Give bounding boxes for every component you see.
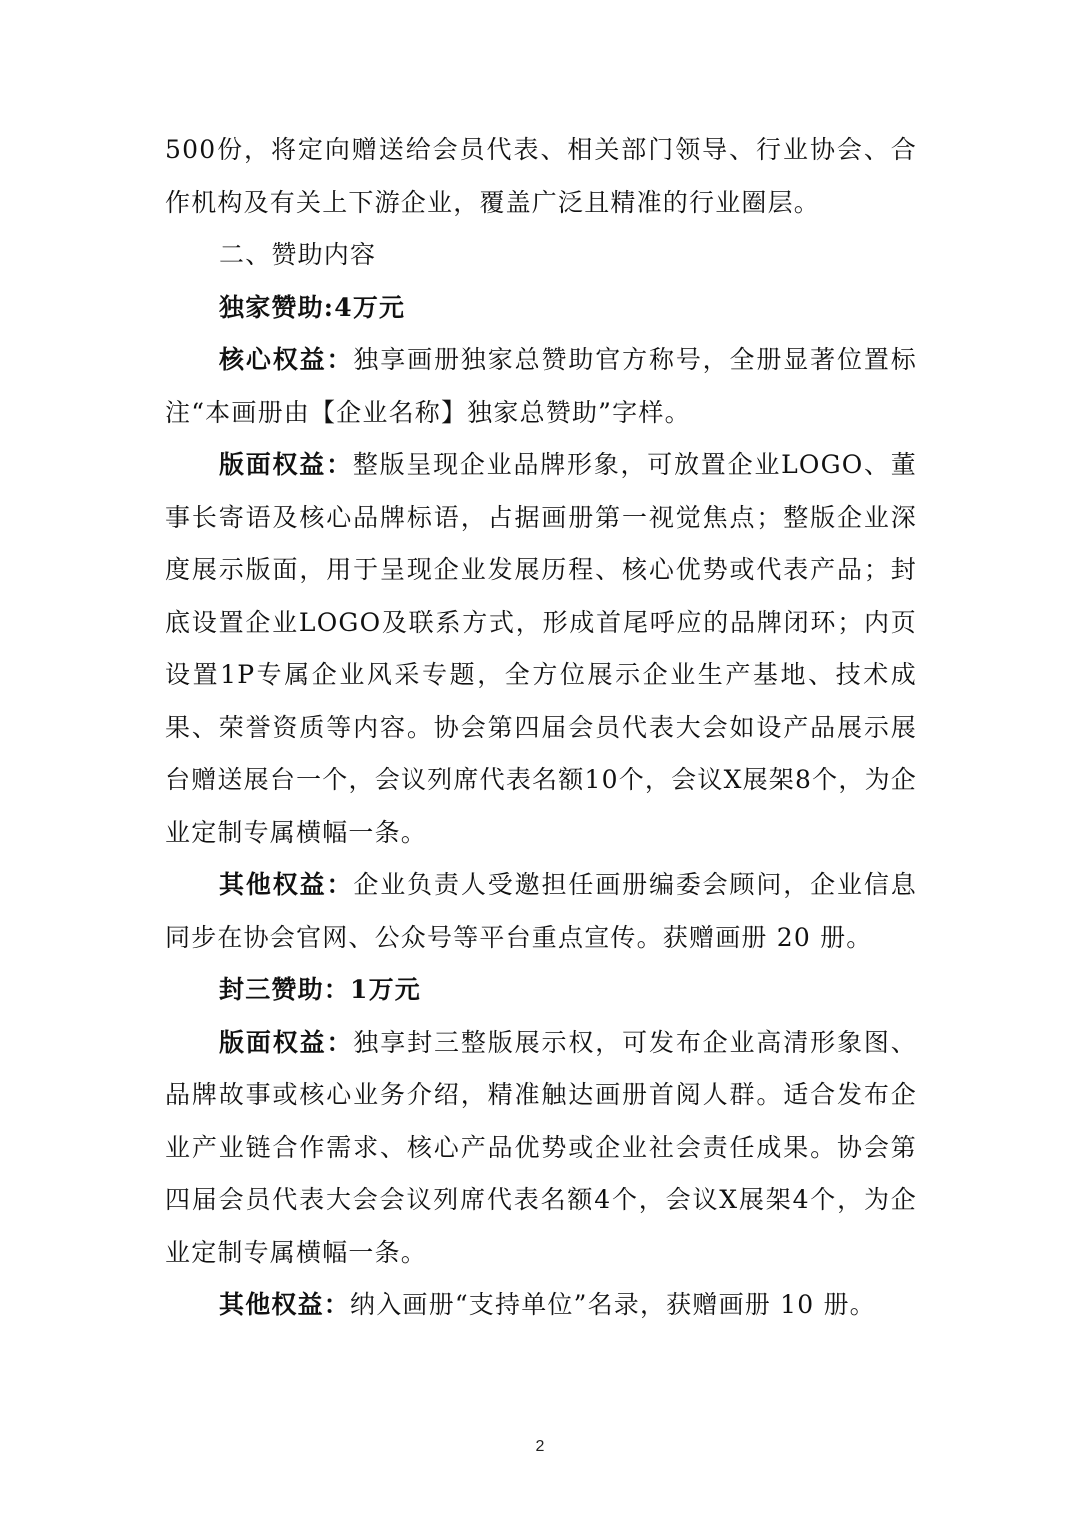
paragraph-text: 独享封三整版展示权，可发布企业高清形象图、品牌故事或核心业务介绍，精准触达画册首阅人群。适合发布企业产业链合作需求、核心产品优势或企业社会责任成果。协会第四届会员代表大会会议列席代表名额4个，会议X展架4个，为企业定制专属横幅一条。 (165, 1027, 917, 1267)
paragraph-distribution (165, 124, 917, 229)
document-body (165, 124, 917, 1332)
paragraph-other-rights-2 (165, 1279, 917, 1332)
heading-text: 二、赞助内容 (219, 240, 377, 269)
heading-text: 独家赞助:4万元 (219, 292, 406, 322)
heading-text: 封三赞助：1万元 (219, 975, 421, 1004)
paragraph-text: 整版呈现企业品牌形象，可放置企业LOGO、董事长寄语及核心品牌标语，占据画册第一视觉焦点；整版企业深度展示版面，用于呈现企业发展历程、核心优势或代表产品；封底设置企业LOGO及联系方式，形成首尾呼应的品牌闭环；内页设置1P专属企业风采专题，全方位展示企业生产基地、技术成果、荣誉资质等内容。协会第四届会员代表大会如设产品展示展台赠送展台一个，会议列席代表名额10个，会议X展架8个，为企业定制专属横幅一条。 (165, 450, 917, 847)
paragraph-layout-rights (165, 439, 917, 859)
subheading-exclusive-sponsorship (165, 282, 917, 335)
paragraph-text: 独享画册独家总赞助官方称号，全册显著位置标注“本画册由【企业名称】独家总赞助”字样。 (165, 345, 917, 427)
paragraph-core-rights (165, 334, 917, 439)
paragraph-lead: 版面权益： (219, 450, 353, 479)
paragraph-lead: 核心权益： (219, 345, 354, 374)
paragraph-text: 企业负责人受邀担任画册编委会顾问，企业信息同步在协会官网、公众号等平台重点宣传。获赠画册 20 册。 (165, 870, 917, 952)
paragraph-layout-rights-2 (165, 1017, 917, 1280)
paragraph-text: 500份，将定向赠送给会员代表、相关部门领导、行业协会、合作机构及有关上下游企业，覆盖广泛且精准的行业圈层。 (165, 135, 917, 217)
subheading-inside-back-cover-sponsorship (165, 964, 917, 1017)
paragraph-lead: 其他权益： (219, 1290, 351, 1319)
paragraph-lead: 版面权益： (219, 1027, 354, 1057)
paragraph-text: 纳入画册“支持单位”名录，获赠画册 10 册。 (350, 1290, 876, 1319)
section-heading-sponsorship-content (165, 229, 917, 282)
paragraph-lead: 其他权益： (219, 870, 354, 899)
page-number: 2 (535, 1438, 545, 1455)
paragraph-other-rights (165, 859, 917, 964)
